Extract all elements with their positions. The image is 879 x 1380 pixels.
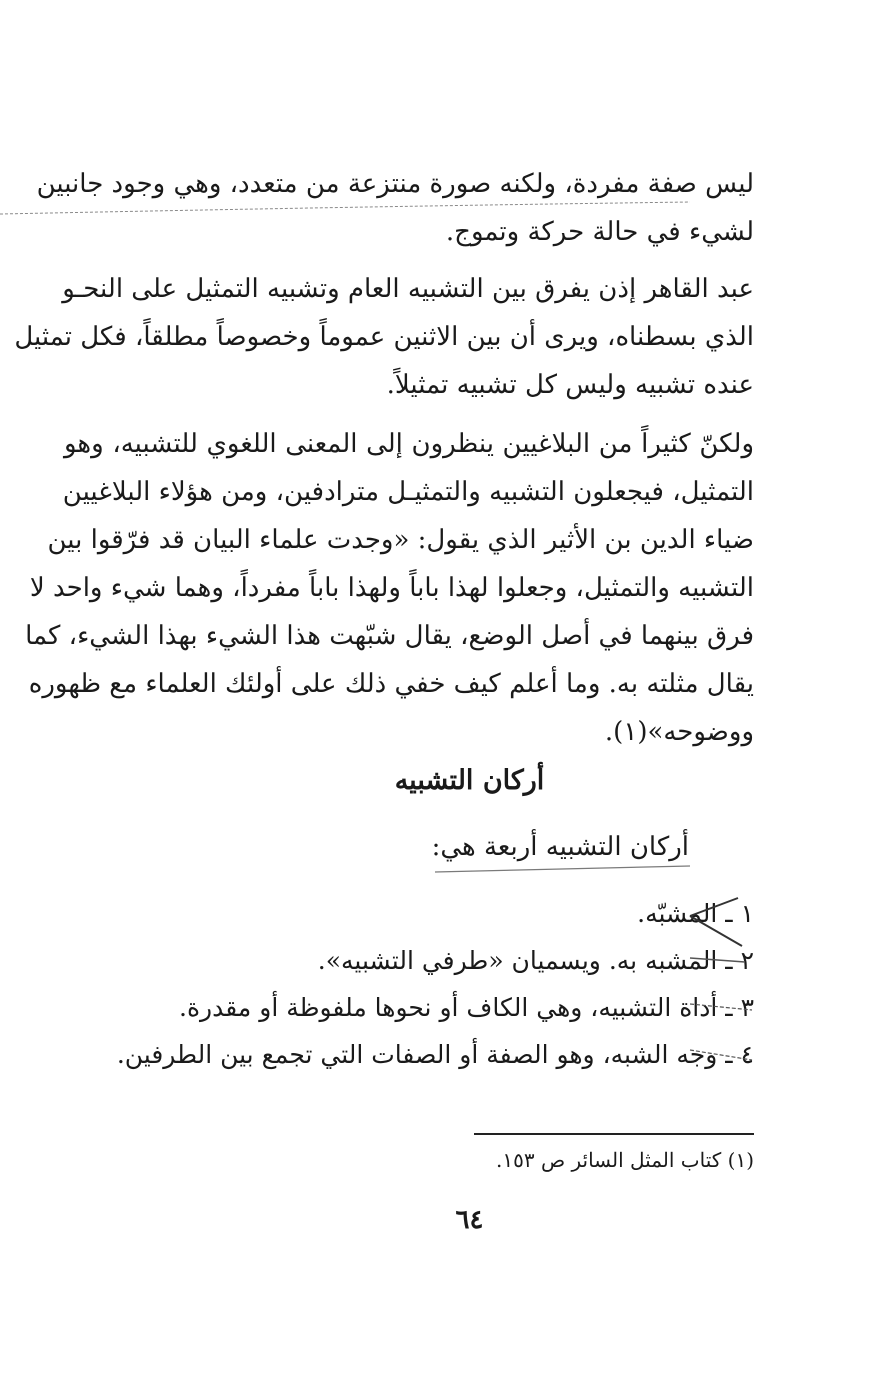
list-item: ٣ ـ أداة التشبيه، وهي الكاف أو نحوها ملفوظة أو مقدرة.: [179, 993, 754, 1022]
paragraph-1: [36, 160, 754, 256]
paragraph-line: الذي بسطناه، ويرى أن بين الاثنين عموماً وخصوصاً مطلقاً، فكل تمثيل: [14, 322, 754, 352]
intro-line: أركان التشبيه أربعة هي:: [431, 832, 689, 862]
paragraph-line: ضياء الدين بن الأثير الذي يقول: «وجدت علماء البيان قد فرّقوا بين: [47, 525, 754, 555]
list-item: ٢ ـ المشبه به. ويسميان «طرفي التشبيه».: [317, 946, 754, 975]
list-item: ١ ـ المشبّه.: [637, 899, 754, 928]
list-item: ٤ ـ وجه الشبه، وهو الصفة أو الصفات التي تجمع بين الطرفين.: [116, 1040, 754, 1069]
paragraph-line: عنده تشبيه وليس كل تشبيه تمثيلاً.: [386, 370, 754, 400]
pillars-list: [117, 890, 754, 1078]
paragraph-line: لشيء في حالة حركة وتموج.: [445, 217, 754, 247]
paragraph-line: ولكنّ كثيراً من البلاغيين ينظرون إلى المعنى اللغوي للتشبيه، وهو: [64, 429, 754, 459]
paragraph-line: يقال مثلته به. وما أعلم كيف خفي ذلك على أولئك العلماء مع ظهوره: [28, 669, 754, 699]
paragraph-line: التمثيل، فيجعلون التشبيه والتمثيـل مترادفين، ومن هؤلاء البلاغيين: [62, 477, 754, 507]
paragraph-line: فرق بينهما في أصل الوضع، يقال شبّهت هذا الشيء بهذا الشيء، كما: [25, 621, 754, 651]
paragraph-line: ووضوحه»(١).: [604, 717, 754, 747]
paragraph-line: عبد القاهر إذن يفرق بين التشبيه العام وتشبيه التمثيل على النحـو: [62, 274, 754, 304]
page-number: ٦٤: [455, 1205, 484, 1235]
pen-underline: [435, 866, 690, 872]
paragraph-line: ليس صفة مفردة، ولكنه صورة منتزعة من متعدد، وهي وجود جانبين: [36, 169, 754, 199]
paragraph-3: [25, 420, 754, 756]
footnote: (١) كتاب المثل السائر ص ١٥٣.: [496, 1148, 754, 1172]
paragraph-2: [14, 265, 754, 409]
paragraph-line: التشبيه والتمثيل، وجعلوا لهذا باباً ولهذا باباً مفرداً، وهما شيء واحد لا: [29, 573, 754, 603]
footnote-divider: [474, 1133, 754, 1135]
section-heading: أركان التشبيه: [394, 765, 545, 796]
